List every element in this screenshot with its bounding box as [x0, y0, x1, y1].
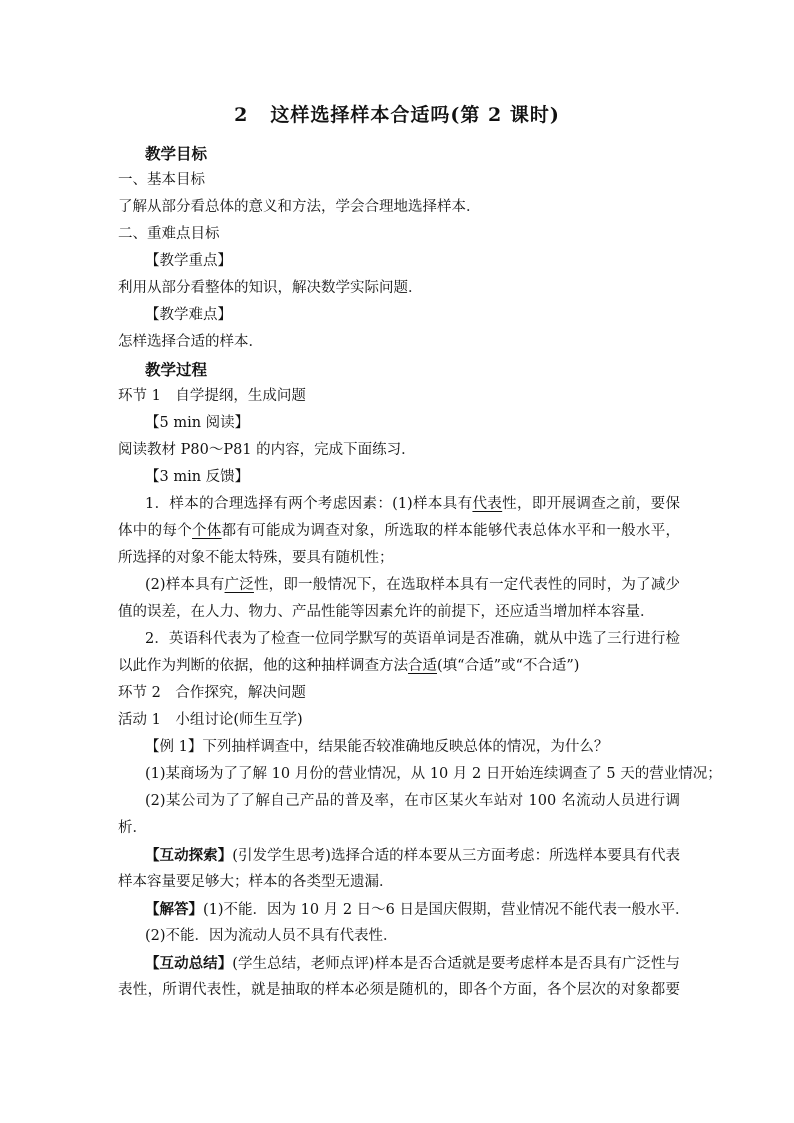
summary-line [118, 950, 680, 977]
subsection-heading: 二、重难点目标 [118, 226, 220, 242]
question-2-line: 2．英语科代表为了检查一位同学默写的英语单词是否准确，就从中选了三行进行检 [145, 631, 680, 647]
text-span: (学生总结，老师点评)样本是否合适就是要考虑样本是否具有广泛性与 [232, 956, 680, 972]
answer-label: 【解答】 [145, 901, 203, 918]
text-span: 性，即开展调查之前，要保 [502, 496, 680, 512]
answer-blank: 代表 [472, 496, 503, 512]
step-heading: 环节 2 合作探究，解决问题 [118, 685, 306, 701]
summary-label: 【互动总结】 [145, 955, 233, 972]
example-heading: 【例 1】下列抽样调查中，结果能否较准确地反映总体的情况，为什么？ [145, 739, 609, 755]
question-1-line [118, 491, 680, 518]
step-heading: 环节 1 自学提纲，生成问题 [118, 388, 306, 404]
paragraph: 阅读教材 P80～P81 的内容，完成下面练习． [118, 442, 416, 458]
answer-blank: 广泛 [224, 577, 254, 593]
text-span: 都有可能成为调查对象，所选取的样本能够代表总体水平和一般水平， [221, 523, 680, 539]
example-item: 析． [118, 820, 147, 836]
question-2-line [118, 653, 680, 680]
section-heading: 教学过程 [145, 360, 208, 379]
explore-label: 【互动探索】 [145, 847, 233, 864]
explore-line [118, 842, 680, 869]
question-1-line [118, 518, 680, 545]
activity-heading: 活动 1 小组讨论(师生互学) [118, 712, 303, 728]
label: 【教学重点】 [145, 253, 232, 269]
question-1-line [118, 572, 680, 599]
text-span: (2)样本具有 [145, 577, 225, 593]
label: 【3 min 反馈】 [145, 469, 250, 485]
paragraph: 怎样选择合适的样本． [118, 334, 263, 350]
example-item: (1)某商场为了了解 10 月份的营业情况，从 10 月 2 日开始连续调查了 5 天的营业情况； [145, 766, 722, 782]
document-body [118, 140, 722, 1004]
answer-line [118, 896, 690, 923]
page-title [0, 100, 794, 127]
answer-blank: 合适 [408, 658, 437, 674]
subsection-heading: 一、基本目标 [118, 172, 205, 188]
example-item: (2)某公司为了了解自己产品的普及率，在市区某火车站对 100 名流动人员进行调 [145, 793, 680, 809]
title-text: 这样选择样本合适吗(第 2 课时) [270, 104, 560, 126]
text-span: 体中的每个 [118, 523, 192, 539]
question-1-line: 所选择的对象不能太特殊，要具有随机性； [118, 550, 394, 566]
label: 【5 min 阅读】 [145, 415, 250, 431]
text-span: 以此作为判断的依据，他的这种抽样调查方法 [118, 658, 408, 674]
text-span: 性，即一般情况下，在选取样本具有一定代表性的同时，为了减少 [253, 577, 680, 593]
answer-blank: 个体 [192, 523, 222, 539]
section-heading: 教学目标 [145, 144, 208, 163]
text-span: 1．样本的合理选择有两个考虑因素：(1)样本具有 [145, 496, 473, 512]
answer-line: (2)不能．因为流动人员不具有代表性． [145, 928, 398, 944]
text-span: (填“合适”或“不合适”) [437, 658, 580, 674]
title-number: 2 [234, 104, 249, 126]
explore-line: 样本容量要足够大；样本的各类型无遗漏． [118, 874, 394, 890]
paragraph: 了解从部分看总体的意义和方法，学会合理地选择样本． [118, 199, 481, 215]
text-span: (引发学生思考)选择合适的样本要从三方面考虑：所选样本要具有代表 [232, 848, 680, 864]
paragraph: 利用从部分看整体的知识，解决数学实际问题． [118, 280, 423, 296]
summary-line: 表性，所谓代表性，就是抽取的样本必须是随机的，即各个方面，各个层次的对象都要 [118, 982, 680, 998]
text-span: (1)不能．因为 10 月 2 日～6 日是国庆假期，营业情况不能代表一般水平． [203, 902, 690, 918]
question-1-line: 值的误差，在人力、物力、产品性能等因素允许的前提下，还应适当增加样本容量． [118, 604, 655, 620]
label: 【教学难点】 [145, 307, 232, 323]
